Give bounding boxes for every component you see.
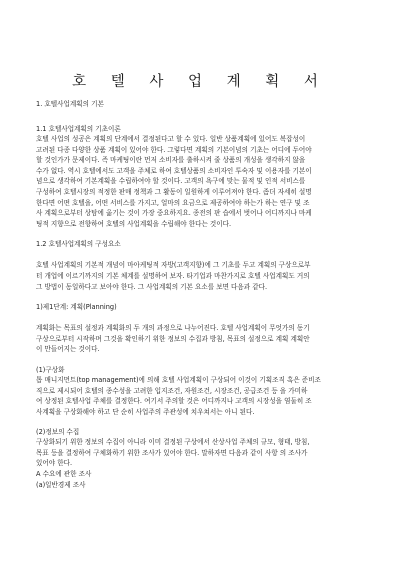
paragraph-line: 호텔 사업계획의 기본적 개념이 마아케팅적 자방(고객지향)에 그 기초를 두고 계획의 구상으로부 (36, 261, 311, 270)
paragraph-line: 고려된 다종 다양한 상품 계획이 있어야 한다. 그렇다면 계획의 기본이념의 기초는 어디에 두어야 (36, 145, 312, 154)
paragraph-line: 그 방법이 동일하다고 보아야 한다. 그 사업계획의 기본 요소를 보면 다음과 같다. (36, 282, 268, 291)
spacer (36, 109, 364, 125)
paragraph-line: 념으로 생각하여 기본계획을 수립하여야 할 것이다. 고객의 욕구에 맞는 물적 및 인적 서비스를 (36, 177, 306, 186)
document-body (36, 100, 364, 490)
paragraph-line: 팅적 지향으로 전향하여 호텔의 사업계획을 수립해야 한다는 것이다. (36, 219, 232, 228)
spacer (36, 292, 364, 303)
paragraph-line: 직으로 제시되어 호텔의 종수성을 고려한 입지조건, 자원조건, 시장조건, 공급조건 등 을 가미하 (36, 386, 308, 395)
section-1-1-paragraph (36, 134, 364, 229)
sub-1-paragraph (36, 375, 364, 417)
paragraph-line: 구상화되기 위한 정보의 수집이 아니라 이미 결정된 구상에서 산상사업 주체의 규모, 형태, 방침, (36, 438, 310, 447)
paragraph-line: 톱 매니지먼트(top management)에 의해 호텔 사업계획이 구상되어 이것이 기획조직 혹은 준비조 (36, 375, 321, 384)
paragraph-line: 여 상정된 호텔사업 주체를 결정한다. 여기서 주의할 것은 어디까지나 고객의 시장성을 염둘히 조 (36, 397, 312, 406)
paragraph-line: 구상으로부터 시작하며 그것을 확인하기 위한 정보의 수집과 방침, 목표의 설정으로 계획 계획안 (36, 334, 310, 343)
sub-2-paragraph (36, 437, 364, 490)
paragraph-line: 터 개업에 이르기까지의 기본 체계를 설명하여 보자. 타기업과 마찬가지로 호텔 사업계획도 거의 (36, 271, 310, 280)
paragraph-line: 사계획을 구상화해야 하고 단 순히 사업주의 주관성에 치우쳐서는 아니 된다. (36, 407, 255, 416)
paragraph-line: 할 것인가가 문제이다. 즉 마케팅이란 먼저 소비자를 출하시켜 줄 상품의 개성을 생각하지 않을 (36, 156, 306, 165)
document-title: 호 텔 사 업 계 획 서 (72, 73, 328, 90)
step-1-heading: 1)제1단계: 계획(Planning) (36, 303, 117, 312)
paragraph-line: 구성하여 호텔시장의 적정한 판매 정책과 그 활동이 일원하게 이루어져야 한다. 좀더 자세히 설명 (36, 187, 312, 196)
spacer (36, 355, 364, 366)
section-1-1-heading: 1.1 호텔사업계획의 기초이론 (36, 125, 121, 133)
spacer (36, 312, 364, 323)
section-1-2-heading: 1.2 호텔사업계획의 구성요소 (36, 240, 121, 249)
list-item-demand-survey: A 수요에 관한 조사 (36, 470, 92, 479)
paragraph-line: 수가 없다. 역시 호텔에서도 고객을 주체로 하여 호텔상품의 소비자인 투숙자 및 이용자를 기본이 (36, 166, 312, 175)
section-1-2-paragraph (36, 260, 364, 292)
paragraph-line: 이 만들어지는 것이다. (36, 345, 100, 354)
step-1-paragraph (36, 323, 364, 355)
paragraph-line: 있어야 한다. (36, 459, 73, 468)
sub-2-heading: (2)정보의 수집 (36, 428, 80, 437)
paragraph-line: 사 계획으로부터 상탐에 옮기는 것이 가장 중요하지요. 종전의 판 습에서 벗어나 어디까지나 마케 (36, 209, 312, 218)
spacer (36, 417, 364, 428)
paragraph-line: 목표 등을 결정하여 구체화하기 위한 조사가 있어야 한다. 말하자면 다음과 같이 사항 의 조사가 (36, 448, 308, 457)
section-1-heading: 1. 호텔사업계획의 기본 (36, 100, 104, 108)
list-item-general-economy-survey: (a)일반경제 조사 (36, 480, 86, 489)
sub-1-heading: (1)구상화 (36, 365, 65, 374)
paragraph-line: 계획화는 목표의 설정과 계획화의 두 개의 과정으로 나누어진다. 호텔 사업계획이 무엇가의 동기 (36, 324, 310, 333)
paragraph-line: 호텔 사업의 성공은 계획의 단계에서 결정된다고 할 수 있다. 일반 상품계획에 있어도 복잡성이 (36, 135, 306, 143)
spacer (36, 229, 364, 240)
paragraph-line: 한다면 어떤 호텔을, 어떤 서비스를 가지고, 얼마의 요금으로 제공하여야 하는가 하는 연구 및 조 (36, 198, 310, 207)
spacer (36, 249, 364, 260)
